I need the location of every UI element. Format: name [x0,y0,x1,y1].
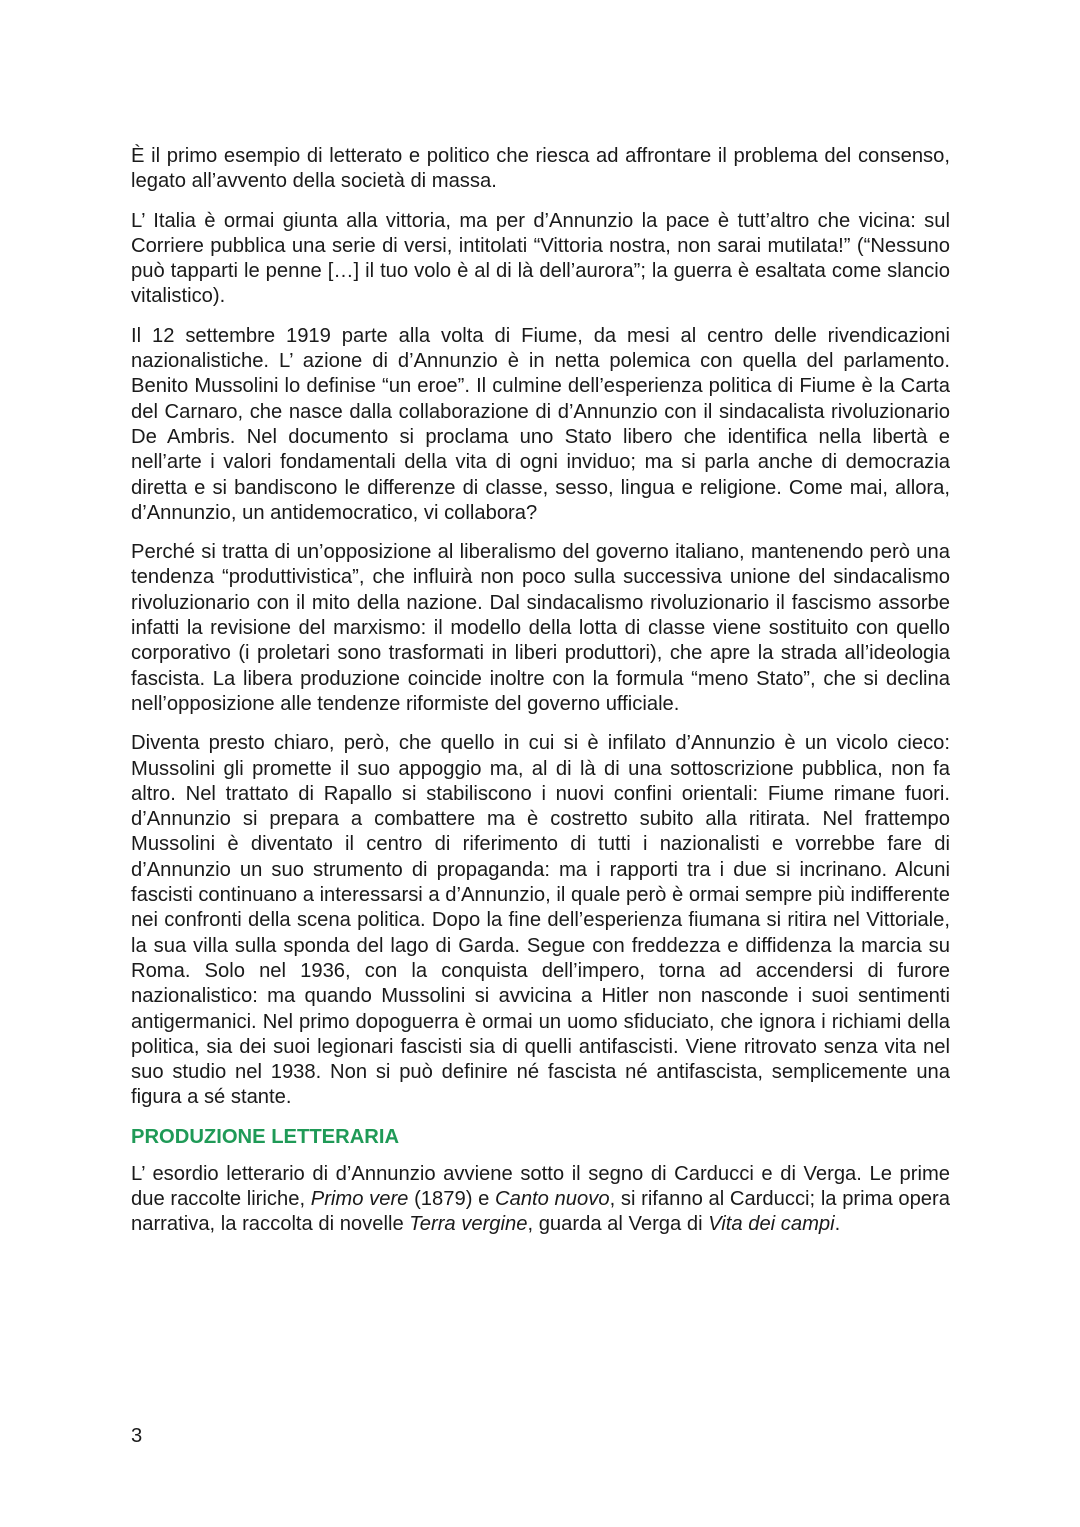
title-vita-dei-campi: Vita dei campi [708,1213,835,1236]
paragraph-vittoria: L’ Italia è ormai giunta alla vittoria, ma per d’Annunzio la pace è tutt’altro che vicina: sul Corriere pubblica una serie di versi, intitolati “Vittoria nostra, non sarai mutilata!” (“Nessuno può tapparti le penne […] il tuo volo è al di là dell’aurora”; la guerra è esaltata come slancio vitalistico). [131,209,950,308]
paragraph-consenso: È il primo esempio di letterato e politico che riesca ad affrontare il problema del consenso, legato all’avvento della società di massa. [131,145,950,193]
paragraph-vicolo-cieco: Diventa presto chiaro, però, che quello in cui si è infilato d’Annunzio è un vicolo cieco: Mussolini gli promette il suo appoggio ma, al di là di una sottoscrizione pubblica, non fa altro. Nel trattato di Rapallo si stabiliscono i nuovi confini orientali: Fiume rimane fuori. d’Annunzio si prepara a combattere ma è costretto subito alla ritirata. Nel frattempo Mussolini è diventato il centro di riferimento di tutti i nazionalisti e vorrebbe fare di d’Annunzio un suo strumento di propaganda: ma i rapporti tra i due si incrinano. Alcuni fascisti continuano a interessarsi a d’Annunzio, il quale però è ormai sempre più indifferente nei confronti della scena politica. Dopo la fine dell’esperienza fiumana si ritira nel Vittoriale, la sua villa sulla sponda del lago di Garda. Segue con freddezza e diffidenza la marcia su Roma. Solo nel 1936, con la conquista dell’impero, torna ad accendersi di furore nazionalistico: ma quando Mussolini si avvicina a Hitler non nasconde i suoi sentimenti antigermanici. Nel primo dopoguerra è ormai un uomo sfiduciato, che ignora i richiami della politica, sia dei suoi legionari fascisti sia di quelli antifascisti. Viene ritrovato senza vita nel suo studio nel 1938. Non si può definire né fascista né antifascista, semplicemente una figura a sé stante. [131,732,950,1109]
text-run: , guarda al Verga di [527,1213,709,1236]
section-heading: PRODUZIONE LETTERARIA [131,1125,400,1148]
paragraph-esordio [131,1162,950,1238]
title-canto-nuovo: Canto nuovo [495,1187,610,1210]
text-run: , si rifanno al Carducci; la prima opera narrativa, la raccolta di novelle [131,1187,950,1236]
text-run: . [834,1213,841,1236]
paragraph-fiume: Il 12 settembre 1919 parte alla volta di Fiume, da mesi al centro delle rivendicazioni nazionalistiche. L’ azione di d’Annunzio è in netta polemica con quella del parlamento. Benito Mussolini lo definise “un eroe”. Il culmine dell’esperienza politica di Fiume è la Carta del Carnaro, che nasce dalla collaborazione di d’Annunzio con il sindacalista rivoluzionario De Ambris. Nel documento si proclama uno Stato libero che identifica nella libertà e nell’arte i valori fondamentali della vita di ogni inviduo; ma si parla anche di democrazia diretta e si bandiscono le differenze di classe, sesso, lingua e religione. Come mai, allora, d’Annunzio, un antidemocratico, vi collabora? [131,324,950,524]
page-number: 3 [131,1425,143,1447]
document-body [131,144,950,1252]
paragraph-liberalismo: Perché si tratta di un’opposizione al liberalismo del governo italiano, mantenendo però una tendenza “produttivistica”, che influirà non poco sulla successiva unione del sindacalismo rivoluzionario con il mito della nazione. Dal sindacalismo rivoluzionario il fascismo assorbe infatti la revisione del marxismo: il modello della lotta di classe viene sostituito con quello corporativo (i proletari sono trasformati in liberi produttori), che apre la strada all’ideologia fascista. La libera produzione coincide inoltre con la formula “meno Stato”, che si declina nell’opposizione alle tendenze riformiste del governo ufficiale. [131,541,950,715]
text-run: L’ esordio letterario di d’Annunzio avviene sotto il segno di Carducci e di Verga. Le prime due raccolte liriche, [131,1162,950,1210]
title-terra-vergine: Terra vergine [409,1213,528,1236]
title-primo-vere: Primo vere [310,1187,409,1210]
text-run: (1879) e [408,1187,496,1210]
